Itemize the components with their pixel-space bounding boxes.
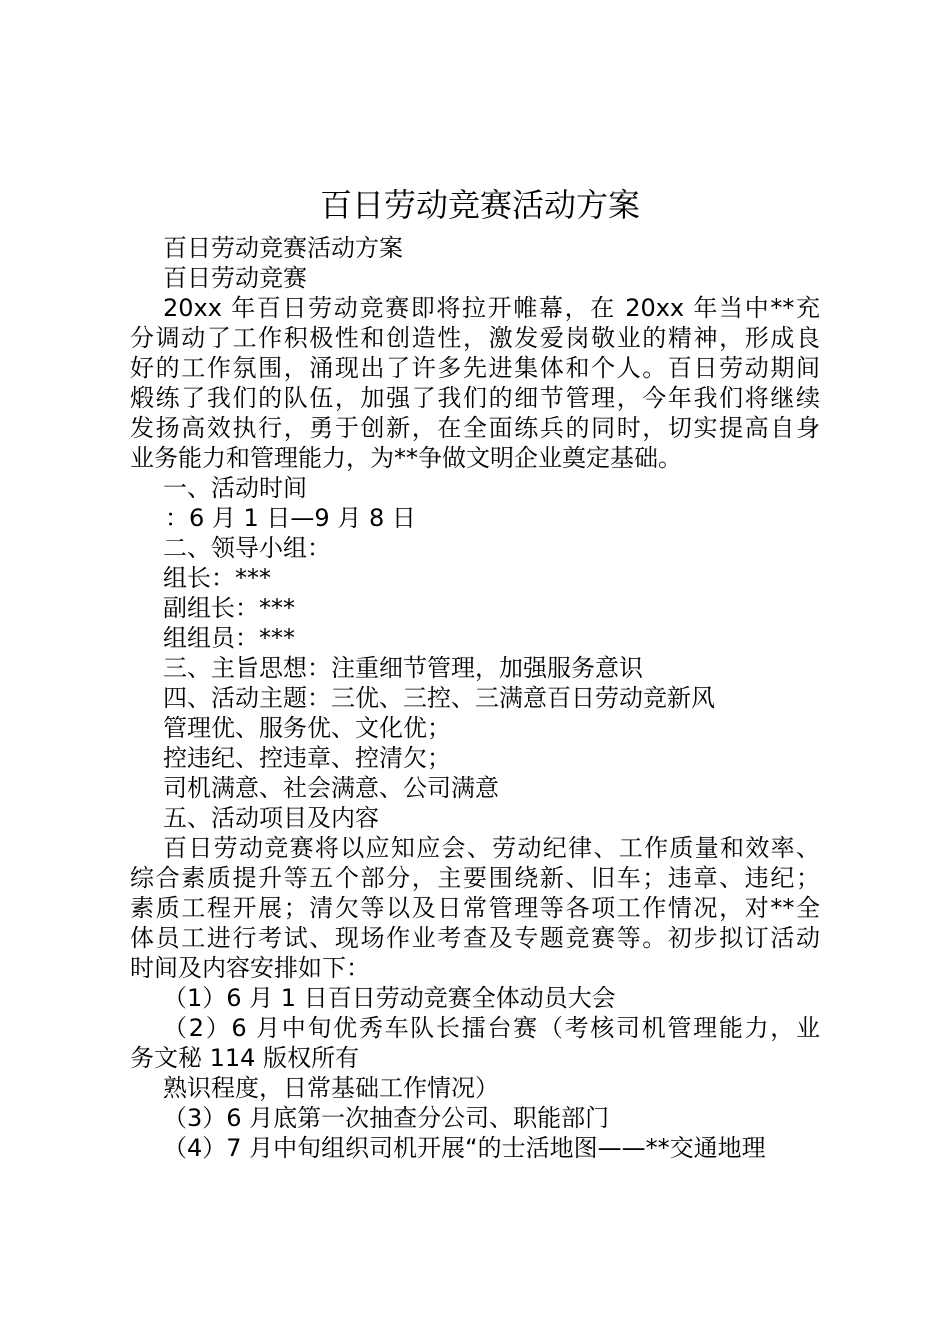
paragraph-line: 业务能力和管理能力，为**争做文明企业奠定基础。 (130, 444, 682, 472)
schedule-item-continuation: 务文秘 114 版权所有 (130, 1044, 360, 1072)
schedule-item: （2）6 月中旬优秀车队长擂台赛（考核司机管理能力，业 (163, 1014, 820, 1042)
section-heading: 二、领导小组： (163, 534, 331, 562)
section-label: 百日劳动竞赛 (163, 264, 307, 292)
paragraph-line: 发扬高效执行，勇于创新，在全面练兵的同时，切实提高自身 (130, 414, 820, 442)
schedule-item: （1）6 月 1 日百日劳动竞赛全体动员大会 (163, 984, 616, 1012)
section-heading: 四、活动主题：三优、三控、三满意百日劳动竞新风 (163, 684, 715, 712)
subtitle-line: 百日劳动竞赛活动方案 (163, 234, 403, 262)
document-title: 百日劳动竞赛活动方案 (319, 186, 640, 224)
paragraph-line: 百日劳动竞赛将以应知应会、劳动纪律、工作质量和效率、 (163, 834, 820, 862)
schedule-item: （3）6 月底第一次抽查分公司、职能部门 (163, 1104, 610, 1132)
paragraph-line: 素质工程开展；清欠等以及日常管理等各项工作情况，对**全 (130, 894, 820, 922)
paragraph-line: 分调动了工作积极性和创造性，激发爱岗敬业的精神，形成良 (130, 324, 820, 352)
theme-item: 管理优、服务优、文化优； (163, 714, 451, 742)
section-heading: 三、主旨思想：注重细节管理，加强服务意识 (163, 654, 643, 682)
deputy-leader: 副组长：*** (163, 594, 295, 622)
paragraph-line: 好的工作氛围，涌现出了许多先进集体和个人。百日劳动期间 (130, 354, 820, 382)
paragraph-line: 时间及内容安排如下： (130, 954, 370, 982)
document-body (130, 233, 820, 1163)
paragraph-line: 体员工进行考试、现场作业考查及专题竞赛等。初步拟订活动 (130, 924, 820, 952)
paragraph-line: 综合素质提升等五个部分，主要围绕新、旧车；违章、违纪； (130, 864, 820, 892)
theme-item: 控违纪、控违章、控清欠； (163, 744, 451, 772)
activity-dates: ：6 月 1 日—9 月 8 日 (165, 504, 416, 532)
team-members: 组组员：*** (163, 624, 295, 652)
paragraph-line: 20xx 年百日劳动竞赛即将拉开帷幕，在 20xx 年当中**充 (163, 294, 820, 322)
section-heading: 五、活动项目及内容 (163, 804, 379, 832)
theme-item: 司机满意、社会满意、公司满意 (163, 774, 499, 802)
schedule-item: （4）7 月中旬组织司机开展“的士活地图——**交通地理 (163, 1134, 766, 1162)
paragraph-line: 煅练了我们的队伍，加强了我们的细节管理，今年我们将继续 (130, 384, 820, 412)
team-leader: 组长：*** (163, 564, 271, 592)
section-heading: 一、活动时间 (163, 474, 307, 502)
schedule-item-continuation: 熟识程度，日常基础工作情况） (163, 1074, 499, 1102)
